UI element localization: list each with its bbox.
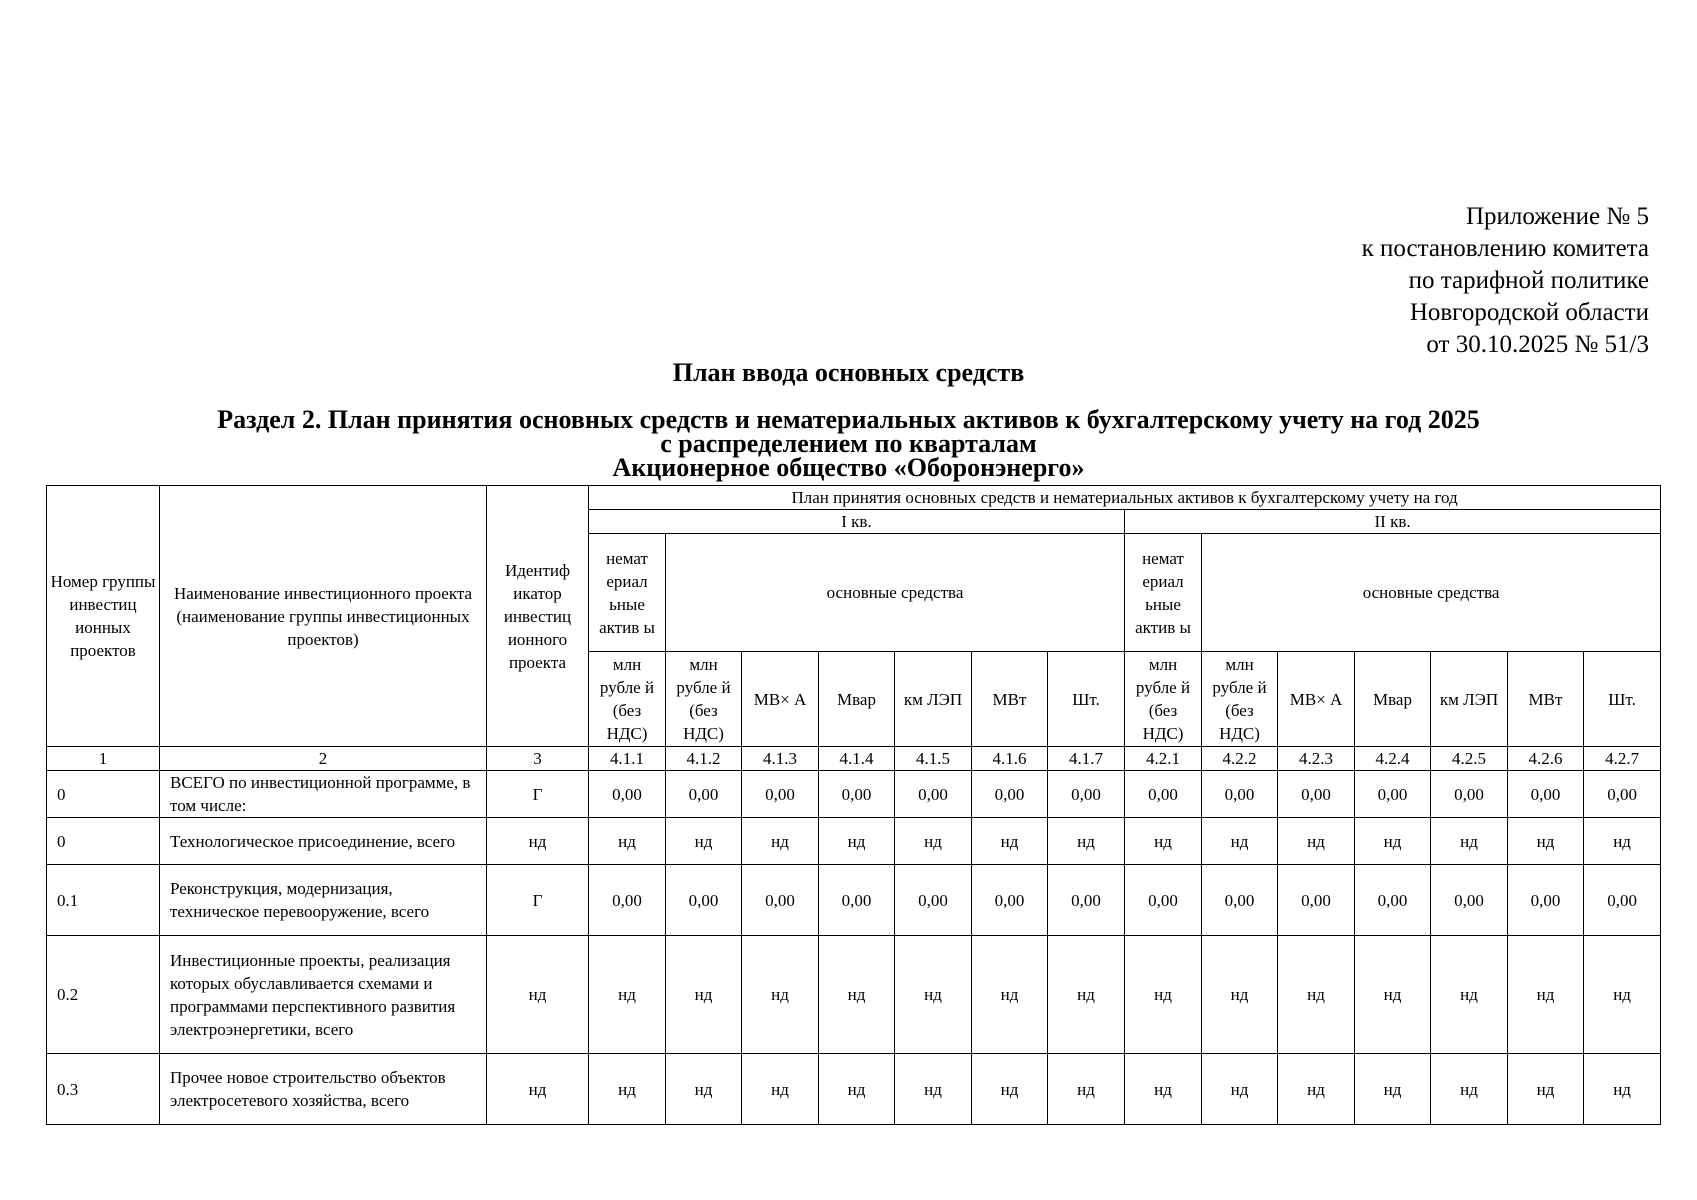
- row-value-cell: нд: [742, 818, 819, 865]
- row-project-name: Инвестиционные проекты, реализация которых обуславливается схемами и программами перспективного развития электроэнергетики, всего: [160, 936, 487, 1054]
- unit-header: Шт.: [1048, 652, 1125, 747]
- row-value-cell: 0,00: [1584, 771, 1661, 818]
- row-value-cell: 0,00: [1125, 771, 1202, 818]
- table-row: [47, 771, 1661, 818]
- row-group-number: 0: [47, 818, 160, 865]
- row-value-cell: нд: [819, 1054, 895, 1125]
- row-value-cell: 0,00: [1431, 865, 1508, 936]
- row-value-cell: нд: [1278, 818, 1355, 865]
- row-value-cell: нд: [1278, 936, 1355, 1054]
- row-value-cell: 0,00: [1355, 771, 1431, 818]
- row-value-cell: нд: [1048, 818, 1125, 865]
- row-value-cell: 0,00: [742, 865, 819, 936]
- row-value-cell: нд: [589, 1054, 666, 1125]
- unit-header: млн рубле й (без НДС): [589, 652, 666, 747]
- section-heading: [0, 405, 1697, 482]
- header-plan-title: План принятия основных средств и нематериальных активов к бухгалтерскому учету на год: [589, 486, 1661, 510]
- table-row: [47, 865, 1661, 936]
- unit-header: МВт: [972, 652, 1048, 747]
- row-value-cell: 0,00: [819, 865, 895, 936]
- header-q1: I кв.: [589, 510, 1125, 534]
- row-value-cell: 0,00: [819, 771, 895, 818]
- row-group-number: 0.2: [47, 936, 160, 1054]
- row-value-cell: нд: [742, 936, 819, 1054]
- row-value-cell: 0,00: [1278, 771, 1355, 818]
- appendix-line: от 30.10.2025 № 51/3: [1426, 331, 1649, 358]
- appendix-line: к постановлению комитета: [1361, 235, 1649, 262]
- row-project-name: Реконструкция, модернизация, техническое перевооружение, всего: [160, 865, 487, 936]
- unit-header: км ЛЭП: [895, 652, 972, 747]
- column-number-cell: 4.1.3: [742, 747, 819, 771]
- unit-header: Мвар: [819, 652, 895, 747]
- column-number-cell: 4.1.1: [589, 747, 666, 771]
- row-value-cell: 0,00: [666, 865, 742, 936]
- appendix-line: по тарифной политике: [1408, 267, 1649, 294]
- row-value-cell: нд: [1431, 1054, 1508, 1125]
- row-value-cell: 0,00: [666, 771, 742, 818]
- row-project-name: ВСЕГО по инвестиционной программе, в том числе:: [160, 771, 487, 818]
- unit-header: МВ× А: [742, 652, 819, 747]
- row-identifier: Г: [487, 865, 589, 936]
- plan-table: [46, 485, 1661, 1125]
- row-value-cell: нд: [819, 818, 895, 865]
- unit-header: млн рубле й (без НДС): [1125, 652, 1202, 747]
- row-value-cell: 0,00: [589, 771, 666, 818]
- column-number-cell: 2: [160, 747, 487, 771]
- row-value-cell: 0,00: [1048, 865, 1125, 936]
- row-value-cell: 0,00: [1431, 771, 1508, 818]
- row-value-cell: нд: [972, 818, 1048, 865]
- row-value-cell: нд: [895, 936, 972, 1054]
- row-identifier: нд: [487, 1054, 589, 1125]
- section-line: с распределением по кварталам: [660, 429, 1037, 458]
- header-q2: II кв.: [1125, 510, 1661, 534]
- row-value-cell: нд: [972, 936, 1048, 1054]
- row-value-cell: 0,00: [1508, 771, 1584, 818]
- column-number-cell: 4.2.4: [1355, 747, 1431, 771]
- column-number-cell: 4.1.6: [972, 747, 1048, 771]
- column-number-cell: 4.1.7: [1048, 747, 1125, 771]
- unit-header: Мвар: [1355, 652, 1431, 747]
- table-row: [47, 936, 1661, 1054]
- row-value-cell: 0,00: [1202, 771, 1278, 818]
- row-value-cell: нд: [1584, 1054, 1661, 1125]
- row-value-cell: нд: [1584, 818, 1661, 865]
- unit-header: млн рубле й (без НДС): [666, 652, 742, 747]
- row-identifier: Г: [487, 771, 589, 818]
- row-project-name: Прочее новое строительство объектов электросетевого хозяйства, всего: [160, 1054, 487, 1125]
- row-value-cell: 0,00: [895, 771, 972, 818]
- header-intangible-q2: немат ериал ьные актив ы: [1125, 534, 1202, 652]
- unit-header: Шт.: [1584, 652, 1661, 747]
- header-fixed-assets-q2: основные средства: [1202, 534, 1661, 652]
- column-number-cell: 4.2.5: [1431, 747, 1508, 771]
- row-value-cell: 0,00: [742, 771, 819, 818]
- row-value-cell: нд: [972, 1054, 1048, 1125]
- row-value-cell: 0,00: [1584, 865, 1661, 936]
- row-value-cell: нд: [1431, 818, 1508, 865]
- row-value-cell: нд: [1355, 818, 1431, 865]
- row-value-cell: нд: [1202, 1054, 1278, 1125]
- table-row: [47, 818, 1661, 865]
- column-number-cell: 4.1.4: [819, 747, 895, 771]
- row-value-cell: нд: [1508, 1054, 1584, 1125]
- row-value-cell: 0,00: [1508, 865, 1584, 936]
- unit-header: МВ× А: [1278, 652, 1355, 747]
- row-identifier: нд: [487, 936, 589, 1054]
- row-value-cell: 0,00: [1202, 865, 1278, 936]
- header-intangible-q1: немат ериал ьные актив ы: [589, 534, 666, 652]
- row-value-cell: нд: [1508, 936, 1584, 1054]
- column-number-cell: 4.2.2: [1202, 747, 1278, 771]
- row-value-cell: нд: [1048, 1054, 1125, 1125]
- table-row: [47, 1054, 1661, 1125]
- row-value-cell: 0,00: [1125, 865, 1202, 936]
- unit-header: км ЛЭП: [1431, 652, 1508, 747]
- row-value-cell: нд: [1125, 818, 1202, 865]
- appendix-line: Приложение № 5: [1465, 203, 1649, 230]
- section-line: Акционерное общество «Оборонэнерго»: [612, 453, 1085, 482]
- row-value-cell: 0,00: [1278, 865, 1355, 936]
- unit-header: млн рубле й (без НДС): [1202, 652, 1278, 747]
- column-number-row: [47, 747, 1661, 771]
- row-value-cell: нд: [666, 936, 742, 1054]
- row-value-cell: нд: [1584, 936, 1661, 1054]
- column-number-cell: 4.2.3: [1278, 747, 1355, 771]
- row-value-cell: нд: [1202, 936, 1278, 1054]
- row-value-cell: 0,00: [1048, 771, 1125, 818]
- appendix-line: Новгородской области: [1409, 299, 1649, 326]
- row-value-cell: 0,00: [1355, 865, 1431, 936]
- header-group-number: Номер группы инвестиц ионных проектов: [47, 486, 160, 747]
- row-value-cell: нд: [895, 1054, 972, 1125]
- row-value-cell: 0,00: [972, 865, 1048, 936]
- row-group-number: 0.1: [47, 865, 160, 936]
- section-line: Раздел 2. План принятия основных средств и нематериальных активов к бухгалтерскому учету на год 2025: [217, 405, 1480, 434]
- row-value-cell: нд: [895, 818, 972, 865]
- column-number-cell: 4.2.6: [1508, 747, 1584, 771]
- column-number-cell: 1: [47, 747, 160, 771]
- header-identifier: Идентиф икатор инвестиц ионного проекта: [487, 486, 589, 747]
- row-value-cell: нд: [819, 936, 895, 1054]
- row-value-cell: нд: [1431, 936, 1508, 1054]
- row-value-cell: нд: [1508, 818, 1584, 865]
- row-project-name: Технологическое присоединение, всего: [160, 818, 487, 865]
- column-number-cell: 4.1.2: [666, 747, 742, 771]
- column-number-cell: 4.2.1: [1125, 747, 1202, 771]
- row-value-cell: нд: [589, 936, 666, 1054]
- row-value-cell: 0,00: [895, 865, 972, 936]
- row-value-cell: нд: [1355, 1054, 1431, 1125]
- row-value-cell: нд: [589, 818, 666, 865]
- row-group-number: 0.3: [47, 1054, 160, 1125]
- column-number-cell: 4.1.5: [895, 747, 972, 771]
- header-project-name: Наименование инвестиционного проекта (наименование группы инвестиционных проектов): [160, 486, 487, 747]
- row-value-cell: 0,00: [972, 771, 1048, 818]
- row-value-cell: нд: [666, 1054, 742, 1125]
- header-fixed-assets-q1: основные средства: [666, 534, 1125, 652]
- row-value-cell: нд: [666, 818, 742, 865]
- row-value-cell: нд: [1125, 936, 1202, 1054]
- column-number-cell: 4.2.7: [1584, 747, 1661, 771]
- appendix-block: [1362, 201, 1649, 361]
- row-value-cell: нд: [1202, 818, 1278, 865]
- column-number-cell: 3: [487, 747, 589, 771]
- row-value-cell: нд: [1048, 936, 1125, 1054]
- unit-header: МВт: [1508, 652, 1584, 747]
- row-identifier: нд: [487, 818, 589, 865]
- row-value-cell: нд: [1125, 1054, 1202, 1125]
- document-title: План ввода основных средств: [672, 358, 1025, 387]
- row-value-cell: нд: [1278, 1054, 1355, 1125]
- row-group-number: 0: [47, 771, 160, 818]
- row-value-cell: 0,00: [589, 865, 666, 936]
- row-value-cell: нд: [742, 1054, 819, 1125]
- row-value-cell: нд: [1355, 936, 1431, 1054]
